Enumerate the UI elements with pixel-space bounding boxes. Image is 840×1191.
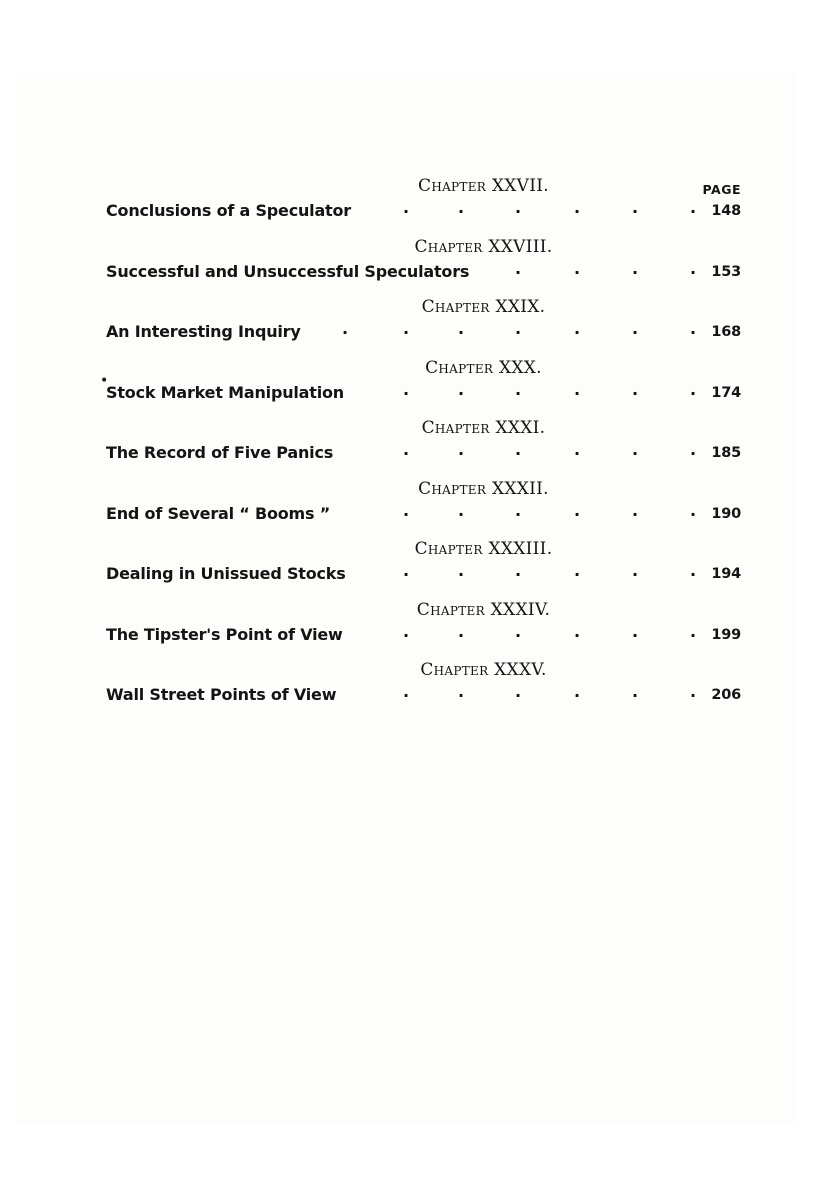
chapter-word: Chapter — [420, 660, 489, 680]
chapter-numeral: XXVIII. — [488, 236, 553, 257]
toc-entry — [106, 235, 741, 296]
leader-dot: . — [403, 500, 409, 520]
leader-dot: . — [632, 319, 638, 338]
chapter-title: Conclusions of a Speculator — [106, 201, 351, 220]
leader-dot: . — [458, 379, 464, 399]
toc-entry — [106, 174, 741, 235]
leader-dot: . — [403, 198, 409, 217]
chapter-heading — [106, 418, 741, 438]
leader-dot: . — [690, 198, 696, 217]
chapter-word: Chapter — [418, 176, 487, 196]
chapter-title: The Tipster's Point of View — [106, 624, 343, 644]
leader-dot: . — [458, 319, 464, 338]
page-number: 194 — [711, 566, 741, 582]
leader-dot: . — [574, 379, 580, 399]
page-number: 190 — [711, 505, 741, 522]
toc-line — [106, 381, 741, 405]
page-column-header: PAGE — [702, 182, 741, 197]
leader-dot: . — [458, 440, 464, 459]
leader-dot: . — [574, 440, 580, 459]
toc-line — [106, 199, 741, 223]
chapter-heading — [106, 539, 741, 559]
chapter-word: Chapter — [421, 297, 490, 317]
leader-dot: . — [690, 440, 696, 459]
toc-line — [106, 562, 741, 586]
leader-dot: . — [574, 561, 580, 580]
chapter-numeral: XXX. — [498, 357, 542, 378]
leader-dot: . — [632, 379, 638, 399]
table-of-contents — [100, 174, 741, 719]
leader-dot: . — [515, 258, 521, 278]
leader-dot: . — [515, 500, 521, 520]
leader-dot: . — [574, 319, 580, 338]
chapter-heading — [106, 660, 741, 680]
chapter-heading — [106, 600, 741, 620]
chapter-word: Chapter — [414, 539, 483, 559]
chapter-heading — [106, 479, 741, 499]
leader-dot: . — [632, 258, 638, 278]
leader-dot: . — [403, 319, 409, 338]
chapter-title: An Interesting Inquiry — [106, 322, 301, 341]
leader-dot: . — [403, 682, 409, 701]
toc-line — [106, 623, 741, 647]
leader-dot: . — [458, 198, 464, 217]
leader-dot: . — [458, 500, 464, 520]
leader-dot: . — [342, 319, 348, 338]
chapter-numeral: XXXV. — [494, 660, 547, 680]
chapter-word: Chapter — [414, 236, 483, 257]
leader-dot: . — [515, 621, 521, 641]
leader-dot: . — [574, 682, 580, 701]
chapter-numeral: XXXI. — [495, 418, 546, 438]
leader-dot: . — [574, 258, 580, 278]
page-number: 185 — [711, 445, 741, 461]
chapter-title: End of Several “ Booms ” — [106, 503, 331, 523]
chapter-numeral: XXVII. — [491, 176, 549, 196]
leader-dot: . — [690, 319, 696, 338]
toc-entry — [100, 356, 741, 417]
leader-dot: . — [403, 561, 409, 580]
toc-line — [106, 441, 741, 465]
page-number: 206 — [711, 687, 741, 703]
leader-dot: . — [632, 561, 638, 580]
toc-entry — [106, 658, 741, 719]
leader-dot: . — [515, 440, 521, 459]
chapter-word: Chapter — [421, 418, 490, 438]
leader-dot: . — [458, 561, 464, 580]
leader-dot: . — [632, 198, 638, 217]
chapter-numeral: XXXII. — [491, 478, 549, 499]
chapter-heading — [106, 358, 741, 378]
leader-dot: . — [574, 198, 580, 217]
page-number: 153 — [711, 263, 741, 280]
chapter-heading — [106, 237, 741, 257]
toc-line — [106, 260, 741, 284]
leader-dot: . — [690, 682, 696, 701]
toc-entry — [106, 477, 741, 538]
book-page — [16, 74, 796, 1124]
toc-entry — [106, 537, 741, 598]
leader-dot: . — [458, 621, 464, 641]
toc-entry — [106, 416, 741, 477]
leader-dot: . — [574, 621, 580, 641]
leader-dot: . — [458, 682, 464, 701]
leader-dot: . — [690, 500, 696, 520]
toc-entry — [106, 295, 741, 356]
leader-dot: . — [690, 561, 696, 580]
leader-dot: . — [403, 621, 409, 641]
page-number: 148 — [711, 203, 741, 219]
leader-dot: . — [690, 379, 696, 399]
leader-dot: . — [632, 621, 638, 641]
chapter-title: The Record of Five Panics — [106, 443, 334, 462]
chapter-word: Chapter — [416, 599, 485, 620]
leader-dot: . — [632, 500, 638, 520]
leader-dot: . — [515, 379, 521, 399]
leader-dot: . — [690, 258, 696, 278]
page-number: 174 — [711, 384, 741, 401]
leader-dot: . — [515, 682, 521, 701]
chapter-numeral: XXIX. — [495, 297, 546, 317]
leader-dot: . — [632, 682, 638, 701]
chapter-word: Chapter — [418, 478, 487, 499]
leader-dot: . — [632, 440, 638, 459]
leader-dot: . — [515, 561, 521, 580]
leader-dot: . — [690, 621, 696, 641]
leader-dot: . — [574, 500, 580, 520]
page-number: 199 — [711, 626, 741, 643]
leader-dot: . — [403, 440, 409, 459]
chapter-title: Successful and Unsuccessful Speculators — [106, 261, 470, 281]
chapter-title: Dealing in Unissued Stocks — [106, 564, 346, 583]
chapter-heading — [106, 297, 741, 317]
leader-dot: . — [515, 319, 521, 338]
toc-entry — [106, 598, 741, 659]
chapter-heading — [106, 176, 741, 196]
page-number: 168 — [711, 324, 741, 340]
leader-dot: . — [403, 379, 409, 399]
toc-line — [106, 683, 741, 707]
chapter-numeral: XXXIV. — [490, 599, 551, 620]
chapter-word: Chapter — [425, 357, 494, 378]
chapter-title: Stock Market Manipulation — [106, 382, 344, 402]
stray-mark: • — [100, 372, 109, 389]
leader-dot: . — [515, 198, 521, 217]
toc-line — [106, 502, 741, 526]
chapter-title: Wall Street Points of View — [106, 685, 337, 704]
chapter-numeral: XXXIII. — [488, 539, 553, 559]
toc-line — [106, 320, 741, 344]
